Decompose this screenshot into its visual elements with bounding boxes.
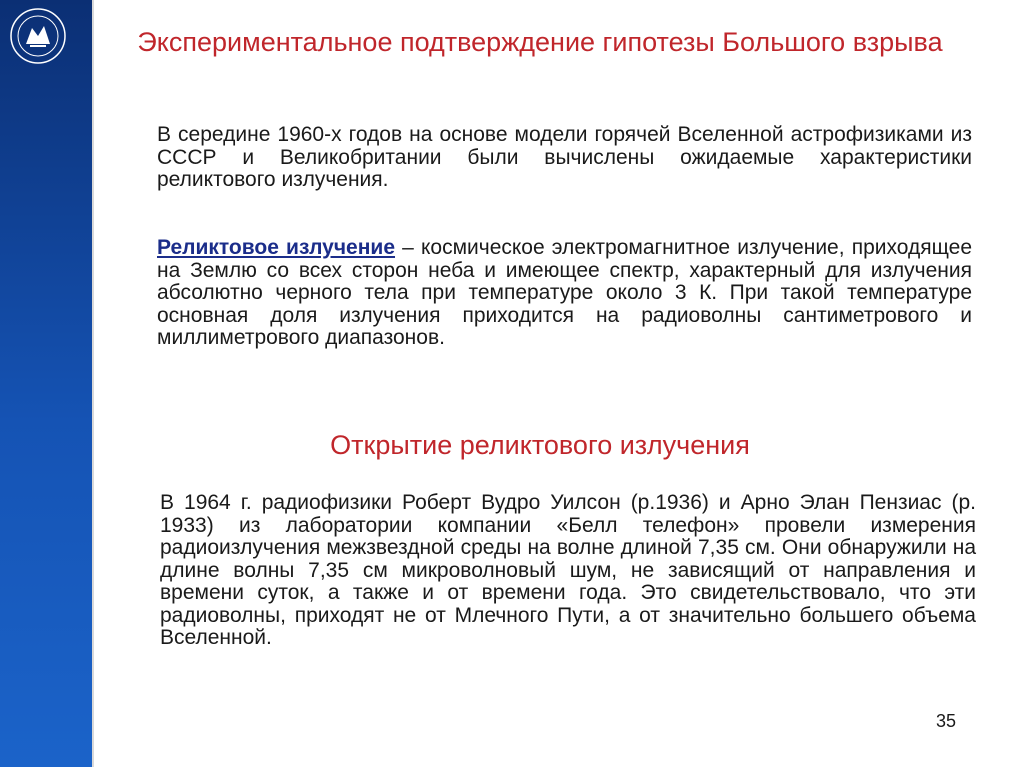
sidebar-divider xyxy=(92,0,94,767)
definition-text: – космическое электромагнитное излучение, приходящее на Землю со всех сторон неба и имеющее спектр, характерный для излучения абсолютно черного тела при температуре около 3 К. При такой температуре основная доля излучения приходится на радиоволны сантиметрового и миллиметрового диапазонов. xyxy=(157,236,972,349)
paragraph-intro: В середине 1960-х годов на основе модели горячей Вселенной астрофизиками из СССР и Великобритании были вычислены ожидаемые характеристики реликтового излучения. xyxy=(157,123,972,191)
slide-title: Экспериментальное подтверждение гипотезы Большого взрыва xyxy=(137,27,943,57)
university-logo-icon xyxy=(8,6,68,66)
definition-term: Реликтовое излучение xyxy=(157,236,396,259)
page-number: 35 xyxy=(936,711,957,731)
paragraph-discovery: В 1964 г. радиофизики Роберт Вудро Уилсон (р.1936) и Арно Элан Пензиас (р. 1933) из лаборатории компании «Белл телефон» провели измерения радиоизлучения межзвездной среды на волне длиной 7,35 см. Они обнаружили на длине волны 7,35 см микроволновый шум, не зависящий от направления и времени суток, а также и от времени года. Это свидетельствовало, что эти радиоволны, приходят не от Млечного Пути, а от значительно большего объема Вселенной. xyxy=(160,491,976,649)
sidebar-band xyxy=(0,0,92,767)
section-subtitle: Открытие реликтового излучения xyxy=(330,430,750,460)
paragraph-definition xyxy=(157,237,972,350)
